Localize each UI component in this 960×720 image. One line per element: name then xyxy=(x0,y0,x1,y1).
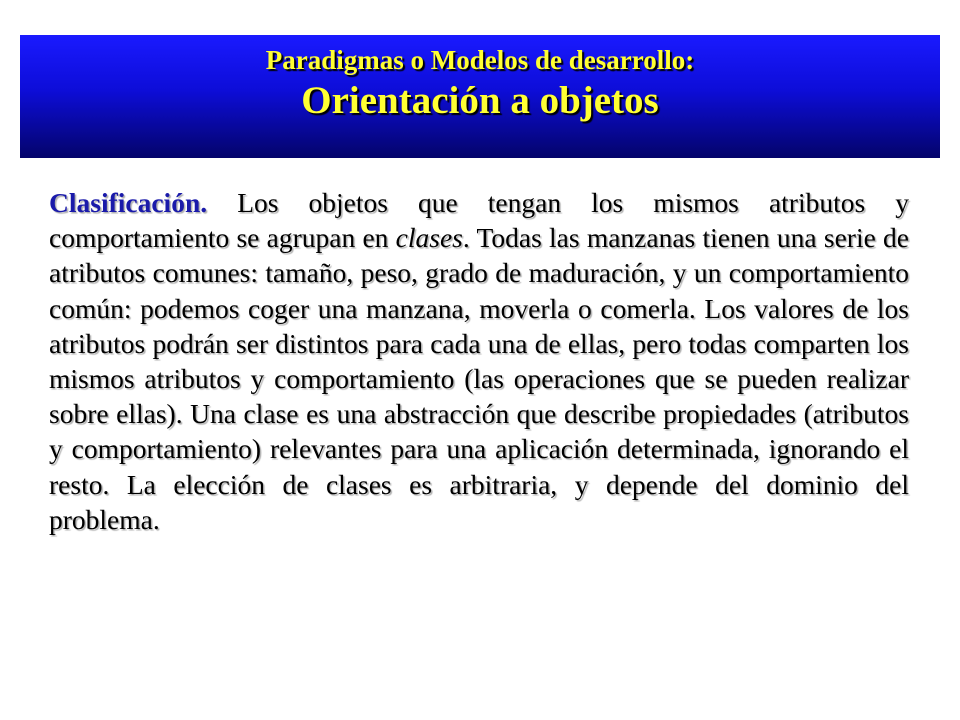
body-text-part-1: Los objetos que tengan los mismos atributos y comportamiento se agrupan en xyxy=(49,187,909,254)
title-banner xyxy=(20,35,940,158)
slide-subtitle: Paradigmas o Modelos de desarrollo: xyxy=(265,45,695,75)
slide-title: Orientación a objetos xyxy=(301,79,659,122)
body-paragraph xyxy=(49,185,909,537)
italic-term: clases xyxy=(395,222,463,254)
body-text-part-2: . Todas las manzanas tienen una serie de atributos comunes: tamaño, peso, grado de maduración, y un comportamiento común: podemos coger una manzana, moverla o comerla. Los valores de los atributos podrán ser distintos para cada una de ellas, pero todas comparten los mismos atributos y comportamiento (las operaciones que se pueden realizar sobre ellas). Una clase es una abstracción que describe propiedades (atributos y comportamiento) relevantes para una aplicación determinada, ignorando el resto. La elección de clases es arbitraria, y depende del dominio del problema. xyxy=(49,222,909,535)
term-heading: Clasificación. xyxy=(49,187,208,218)
